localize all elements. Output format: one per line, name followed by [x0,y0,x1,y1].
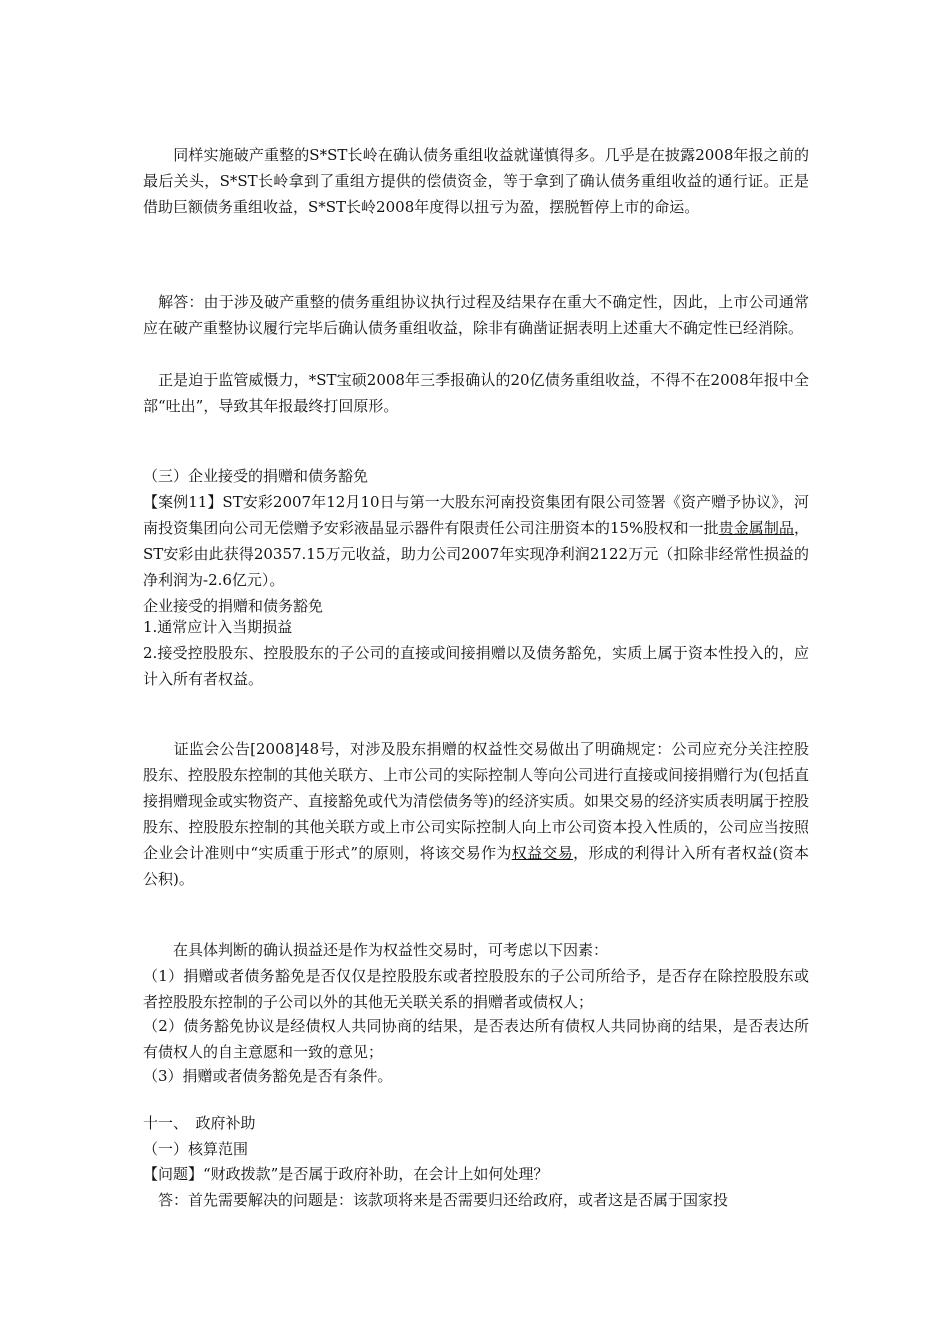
csrc-text-b: ，形成的利得计入所有者权益(资本公积)。 [143,844,810,888]
rule-item-2: 2.接受控股股东、控股股东的子公司的直接或间接捐赠以及债务豁免，实质上属于资本性投入的，应计入所有者权益。 [143,644,809,688]
paragraph-csrc-announcement [143,736,809,892]
paragraph-case-11 [143,489,809,593]
paragraph-changling: 同样实施破产重整的S*ST长岭在确认债务重组收益就谨慎得多。几乎是在披露2008年报之前的最后关头，S*ST长岭拿到了重组方提供的偿债资金，等于拿到了确认债务重组收益的通行证。正是借助巨额债务重组收益，S*ST长岭2008年度得以扭亏为盈，摆脱暂停上市的命运。 [143,146,809,216]
subsection-heading-scope: （一）核算范围 [143,1140,249,1158]
case-11-text-b: ，ST安彩由此获得20357.15万元收益，助力公司2007年实现净利润2122万元（扣除非经常性损益的净利润为-2.6亿元）。 [143,519,809,589]
answer-fiscal-appropriation: 答：首先需要解决的问题是：该款项将来是否需要归还给政府，或者这是否属于国家投 [143,1191,729,1209]
rule-title: 企业接受的捐赠和债务豁免 [143,597,324,615]
section-heading-donation: （三）企业接受的捐赠和债务豁免 [143,467,369,485]
question-fiscal-appropriation: 【问题】“财政拨款”是否属于政府补助，在会计上如何处理？ [143,1165,549,1183]
paragraph-baoshuo: 正是迫于监管威慑力，*ST宝硕2008年三季报确认的20亿债务重组收益，不得不在2008年报中全部“吐出”，导致其年报最终打回原形。 [143,371,809,415]
factor-2: （2）债务豁免协议是经债权人共同协商的结果，是否表达所有债权人共同协商的结果，是否表达所有债权人的自主意愿和一致的意见； [143,1017,809,1061]
csrc-text-a: 证监会公告[2008]48号，对涉及股东捐赠的权益性交易做出了明确规定：公司应充分关注控股股东、控股股东控制的其他关联方、上市公司的实际控制人等向公司进行直接或间接捐赠行为(包括直接捐赠现金或实物资产、直接豁免或代为清偿债务等)的经济实质。如果交易的经济实质表明属于控股股东、控股股东控制的其他关联方或上市公司实际控制人向上市公司资本投入性质的，公司应当按照企业会计准则中“实质重于形式”的原则，将该交易作为 [143,740,809,862]
paragraph-judgement-intro: 在具体判断的确认损益还是作为权益性交易时，可考虑以下因素： [143,941,609,959]
factor-1: （1）捐赠或者债务豁免是否仅仅是控股股东或者控股股东的子公司所给予，是否存在除控股股东或者控股股东控制的子公司以外的其他无关联关系的捐赠者或债权人； [143,967,809,1011]
case-11-text-a: 【案例11】ST安彩2007年12月10日与第一大股东河南投资集团有限公司签署《资产赠予协议》，河南投资集团向公司无偿赠予安彩液晶显示器件有限责任公司注册资本的15%股权和一批 [143,493,809,537]
factor-3: （3）捐赠或者债务豁免是否有条件。 [143,1067,393,1085]
link-equity-transaction[interactable]: 权益交易 [511,844,574,862]
section-heading-government-subsidy: 十一、 政府补助 [143,1114,256,1132]
paragraph-answer-bankruptcy: 解答：由于涉及破产重整的债务重组协议执行过程及结果存在重大不确定性，因此，上市公司通常应在破产重整协议履行完毕后确认债务重组收益，除非有确凿证据表明上述重大不确定性已经消除。 [143,293,809,337]
link-precious-metals[interactable]: 贵金属制品 [718,519,794,537]
rule-item-1: 1.通常应计入当期损益 [143,618,293,636]
